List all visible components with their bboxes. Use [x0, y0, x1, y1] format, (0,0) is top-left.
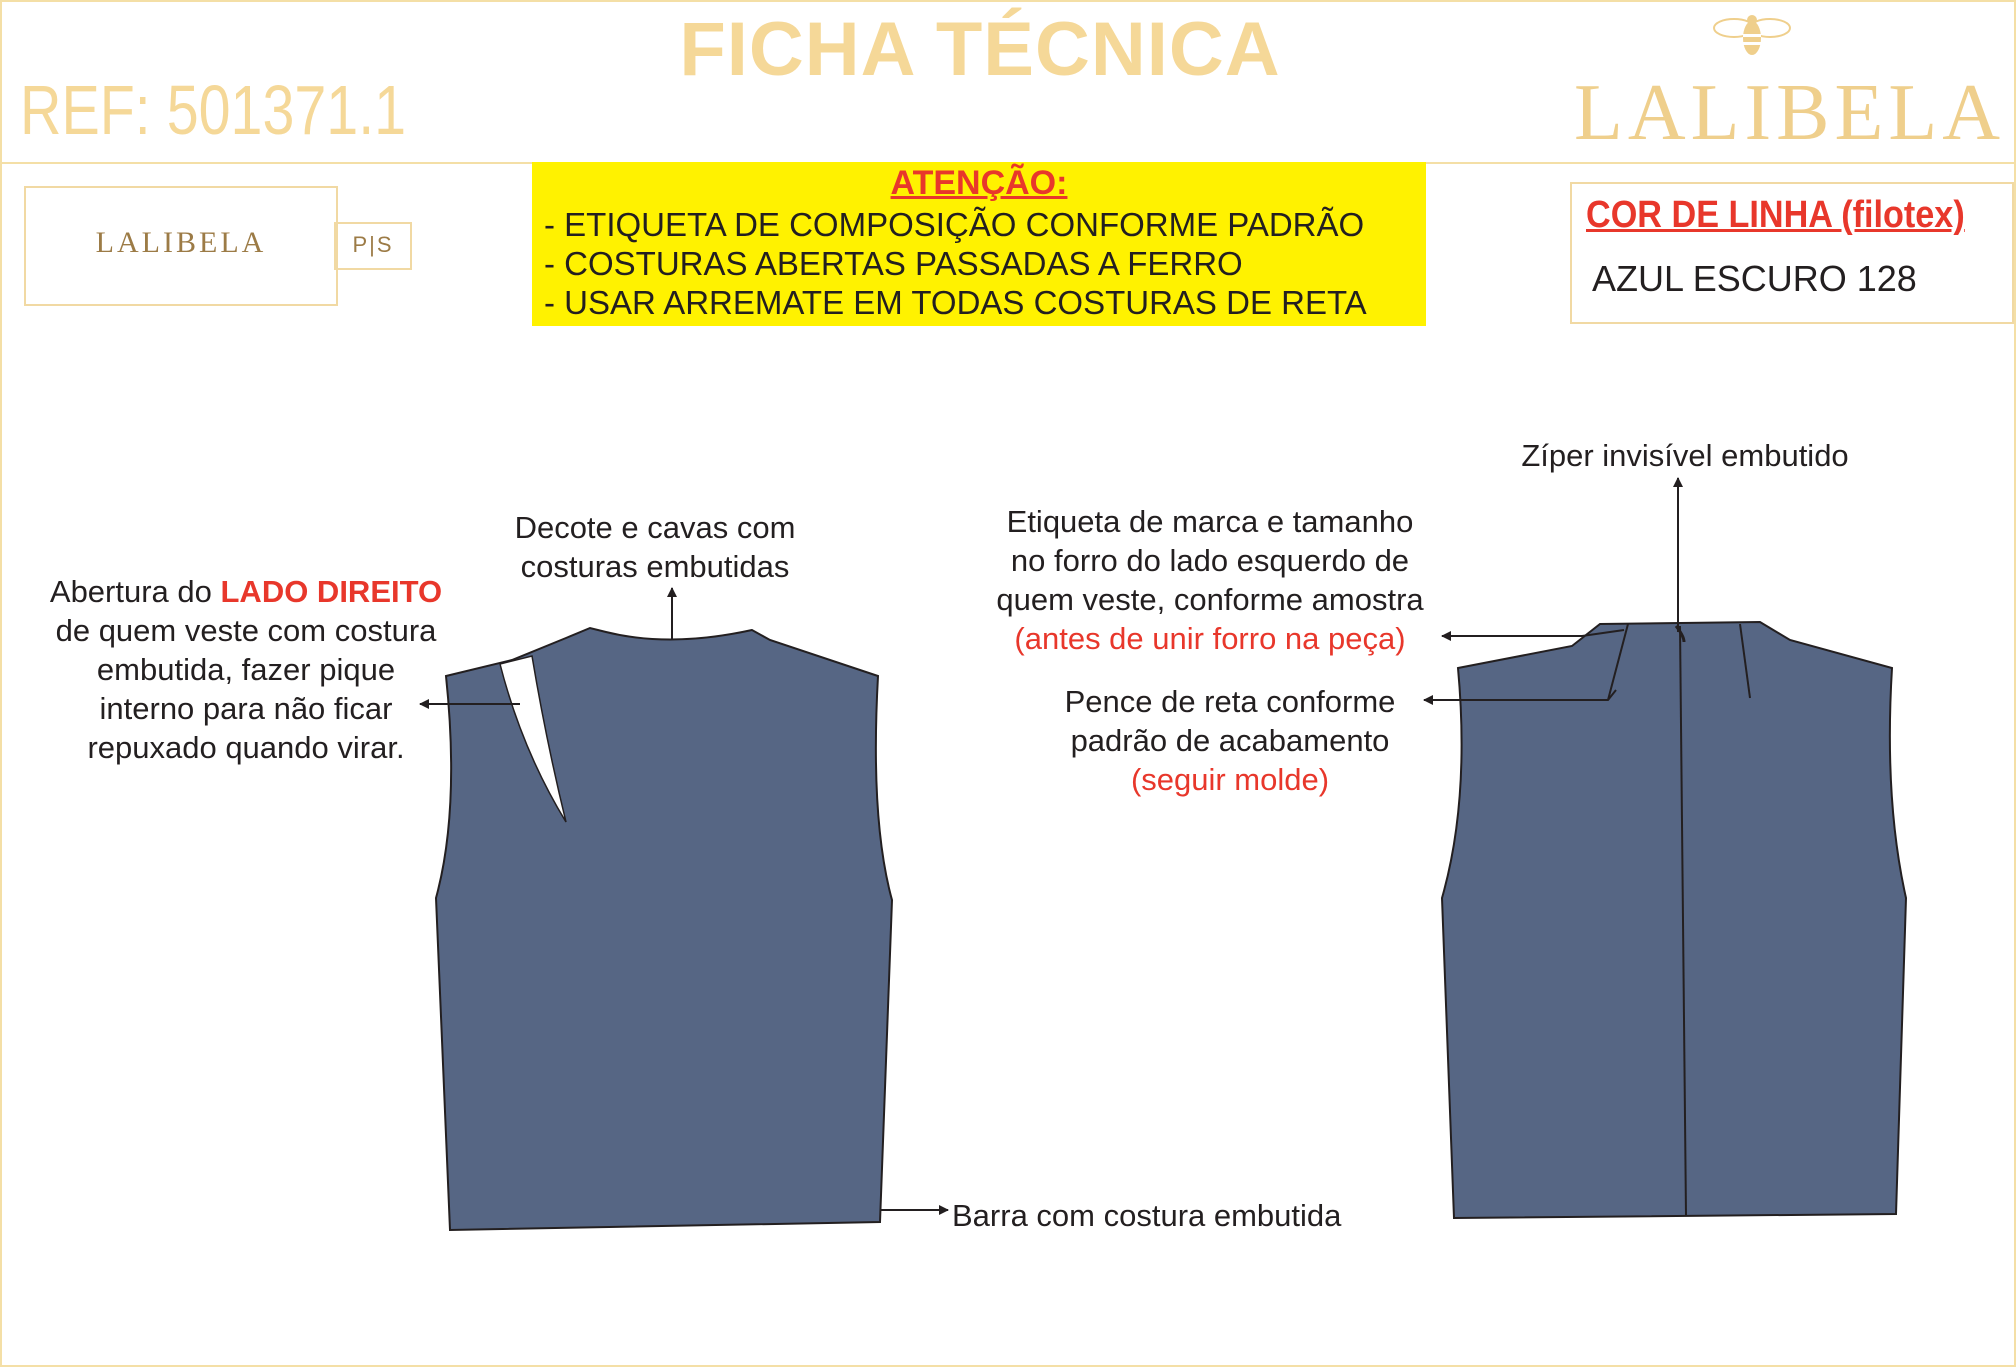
attention-title: ATENÇÃO:	[890, 164, 1068, 202]
reference-code: REF: 501371.1	[20, 71, 407, 149]
thread-color-title: COR DE LINHA (filotex)	[1586, 194, 1965, 236]
zipper-note: Zíper invisível embutido	[1521, 438, 1849, 473]
label-size-text: P|S	[352, 232, 394, 257]
opening-note-line: interno para não ficar	[99, 691, 393, 726]
attention-line: - ETIQUETA DE COMPOSIÇÃO CONFORME PADRÃO	[544, 206, 1365, 243]
opening-note-line: repuxado quando virar.	[87, 730, 405, 765]
opening-note-text: Abertura do	[49, 574, 221, 609]
hem-note: Barra com costura embutida	[952, 1198, 1342, 1233]
attention-line: - COSTURAS ABERTAS PASSADAS A FERRO	[544, 245, 1243, 282]
front-view-garment	[436, 628, 892, 1230]
back-view-garment	[1442, 622, 1906, 1218]
page-title: FICHA TÉCNICA	[679, 7, 1281, 92]
dart-note-line: (seguir molde)	[1130, 762, 1330, 797]
brand-label-note-line: (antes de unir forro na peça)	[1014, 621, 1406, 656]
dart-note	[1030, 682, 1430, 799]
neckline-note-line: Decote e cavas com	[514, 510, 796, 545]
brand-logo: LALIBELA	[1574, 69, 2006, 157]
attention-line: - USAR ARREMATE EM TODAS COSTURAS DE RETA	[544, 284, 1367, 321]
brand-label-note-line: quem veste, conforme amostra	[996, 582, 1424, 617]
opening-side-highlight: LADO DIREITO	[220, 574, 443, 609]
neckline-note	[486, 508, 824, 586]
brand-label-note	[960, 502, 1460, 658]
thread-color-value: AZUL ESCURO 128	[1592, 258, 1917, 299]
dart-note-line: Pence de reta conforme	[1064, 684, 1396, 719]
neckline-note-line: costuras embutidas	[520, 549, 790, 584]
opening-note-line: de quem veste com costura	[55, 613, 437, 648]
opening-note-line: embutida, fazer pique	[96, 652, 396, 687]
label-brand-text: LALIBELA	[95, 226, 267, 259]
brand-label-note-line: Etiqueta de marca e tamanho	[1006, 504, 1414, 539]
opening-note	[22, 572, 470, 767]
dart-note-line: padrão de acabamento	[1070, 723, 1390, 758]
brand-label-note-line: no forro do lado esquerdo de	[1010, 543, 1410, 578]
